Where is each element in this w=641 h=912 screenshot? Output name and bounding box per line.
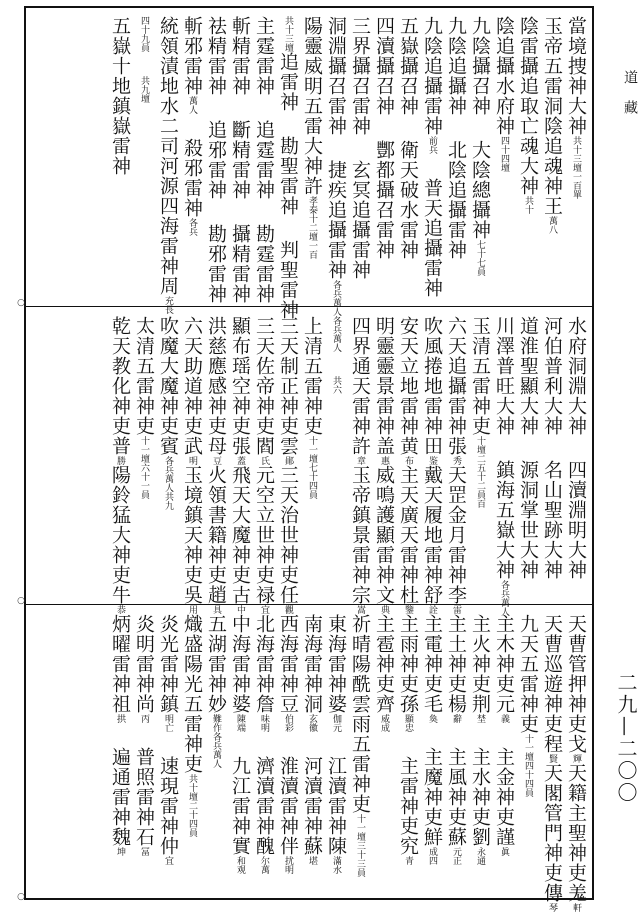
deity-text: 主金神吏謹 (493, 747, 515, 847)
deity-text: 五湖雷神妙 (205, 614, 227, 714)
deity-text: 主魔神吏鮮 (421, 747, 443, 847)
deity-text: 普天追攝雷神 (421, 178, 443, 298)
annotation-note: 用 (187, 605, 197, 614)
deity-text: 西海雷神豆 (277, 614, 299, 714)
annotation-note: 鄖 (283, 456, 293, 465)
text-column (205, 16, 227, 304)
deity-text: 玉帝五雷洞陰追魂神王 (541, 16, 563, 216)
deity-text: 玄冥追攝雷神 (349, 160, 371, 280)
annotation-note: 明 (187, 456, 197, 465)
deity-text: 勘聖雷神 (277, 136, 299, 216)
deity-text: 主雹神吏齊 (373, 614, 395, 714)
deity-text: 陰追攝水府神 (493, 16, 515, 136)
deity-text: 九江雷神實 (229, 756, 251, 856)
text-column (349, 316, 371, 614)
text-column (397, 316, 419, 614)
annotation-note: 各兵 (187, 218, 197, 236)
annotation-note: 成四 (427, 847, 437, 865)
annotation-note: 丙 (139, 714, 149, 723)
annotation-note: 蓋 (235, 456, 245, 465)
annotation-note: 五十二員 (475, 463, 485, 499)
deity-text: 北海雷神詹 (253, 614, 275, 714)
annotation-note: 鉴 (427, 456, 437, 465)
deity-text: 熾盛陽光五雷神吏 (181, 614, 203, 774)
annotation-note: 雷 (451, 605, 461, 614)
annotation-note: 明亡 (163, 714, 173, 732)
annotation-note: 共九 (163, 492, 173, 510)
annotation-note: 七十七員 (475, 240, 485, 276)
margin-title-char: 道 (622, 70, 638, 100)
deity-text: 上清五雷神吏 (301, 316, 323, 436)
text-column (325, 16, 347, 316)
register-band-bottom (32, 614, 587, 912)
text-column (445, 316, 467, 614)
annotation-note: 百 (475, 499, 485, 508)
page-frame (16, 6, 594, 912)
deity-text: 北陰追攝雷神 (445, 140, 467, 260)
deity-text: 名山聖跡大神 (541, 460, 563, 580)
text-column (205, 316, 227, 614)
text-column (421, 614, 442, 890)
annotation-note: 具 (211, 605, 221, 614)
deity-text: 六天追攝雷神張 (445, 316, 467, 456)
deity-text: 江瀆雷神陳 (325, 756, 347, 856)
annotation-note: 和观 (235, 856, 245, 874)
annotation-note: 伽元 (331, 714, 341, 732)
text-column (253, 16, 275, 304)
annotation-note: 詮 (427, 605, 437, 614)
annotation-note: 埜 (475, 714, 485, 723)
text-column (517, 316, 538, 594)
text-column (469, 614, 490, 890)
deity-text: 遍通雷神魏 (109, 747, 131, 847)
annotation-note: 共十三壇 (283, 16, 293, 52)
text-column (517, 16, 538, 296)
annotation-note: 堪 (307, 856, 317, 865)
deity-text: 道淮聖顯大神 (517, 316, 539, 436)
deity-text: 祈晴陽酰雲雨五雷神吏 (349, 614, 371, 814)
deity-text: 判聖雷神 (277, 240, 299, 320)
deity-text: 主霆雷神 (253, 16, 275, 96)
register-band-top (32, 16, 587, 320)
annotation-note: 辭 (451, 714, 461, 723)
text-column (133, 614, 154, 890)
annotation-note: 十二壇一百 (307, 214, 317, 259)
deity-text: 南海雷神洞 (301, 614, 323, 714)
page-number: 二九—二〇〇 (614, 672, 638, 804)
annotation-note: 十一壇三 (355, 814, 365, 850)
deity-text: 吹魔大魔神吏賓 (157, 316, 179, 456)
deity-text: 追霆雷神 (253, 120, 275, 200)
annotation-note: 充長 (163, 296, 173, 314)
deity-text: 威鳴護顯雷神文 (373, 465, 395, 605)
annotation-note: 冨 (139, 847, 149, 856)
deity-text: 顯布瑶空神吏張 (229, 316, 251, 456)
deity-text: 河瀆雷神蘇 (301, 756, 323, 856)
text-column (397, 614, 418, 890)
deity-text: 四瀆淵明大神 (565, 460, 587, 580)
band-divider (26, 306, 592, 307)
annotation-note: 恭 (115, 605, 125, 614)
annotation-note: 宜 (163, 856, 173, 865)
annotation-note: 琴 (547, 903, 557, 912)
deity-text: 乾天教化神吏普 (109, 316, 131, 456)
deity-text: 主木神吏元 (493, 614, 515, 714)
annotation-note: 萬人 (187, 96, 197, 114)
deity-text: 主雷神吏究 (397, 756, 419, 856)
annotation-note: 玄徽 (307, 714, 317, 732)
deity-text: 明靈靈景雷神盖 (373, 316, 395, 456)
text-column (397, 16, 418, 296)
deity-text: 主土神吏楊 (445, 614, 467, 714)
register-band-middle (32, 316, 587, 616)
text-column (253, 316, 275, 614)
text-column (493, 16, 514, 296)
annotation-note: 章 (355, 456, 365, 465)
annotation-note: 十一壇六 (139, 436, 149, 472)
deity-text: 四瀆攝召神 (373, 16, 395, 116)
deity-text: 斬邪雷神 (181, 16, 203, 96)
text-column (493, 614, 514, 890)
text-column (301, 614, 322, 890)
annotation-note: 各兵萬人 (163, 456, 173, 492)
deity-text: 陽鈴猛大神吏牛 (109, 465, 131, 605)
deity-text: 源洞掌世大神 (517, 460, 539, 580)
deity-text: 衛天破水雷神 (397, 140, 419, 260)
text-column (301, 316, 322, 594)
deity-text: 五嶽十地鎮嶽雷神 (109, 16, 131, 176)
deity-text: 六天助道神吏武 (181, 316, 203, 456)
deity-text: 河伯普利大神 (541, 316, 563, 436)
annotation-note: 鑒 (403, 605, 413, 614)
deity-text: 當境捜神大神 (565, 16, 587, 136)
margin-title-char: 藏 (622, 100, 638, 130)
annotation-note: 尔萬 (259, 856, 269, 874)
annotation-note: 各兵萬人 (499, 580, 509, 616)
deity-text: 追邪雷神 (205, 120, 227, 200)
deity-text: 玉境鎮天神吏吳 (181, 465, 203, 605)
text-column (541, 316, 562, 594)
annotation-note: 義 (499, 714, 509, 723)
text-column (133, 16, 154, 296)
deity-text: 四界通天雷神許 (349, 316, 371, 456)
text-column (469, 16, 490, 296)
annotation-note: 各兵萬人 (211, 732, 221, 768)
text-column (157, 316, 178, 594)
annotation-note: 萬八 (547, 216, 557, 234)
deity-text: 鎮海五嶽大神 (493, 460, 515, 580)
deity-text: 吹風捲地雷神田 (421, 316, 443, 456)
deity-text: 大陰總攝神 (469, 140, 491, 240)
annotation-note: 伯彩 (283, 714, 293, 732)
text-column (157, 16, 179, 314)
text-column (541, 16, 562, 296)
seam-mark: ○ (16, 298, 26, 308)
annotation-note: 氏 (259, 456, 269, 465)
annotation-note: 難作 (211, 714, 221, 732)
deity-text: 三天制正神吏雲 (277, 316, 299, 456)
annotation-note: 十壇二 (475, 436, 485, 463)
text-column (421, 16, 442, 296)
text-column (541, 614, 563, 912)
text-column (277, 16, 299, 320)
annotation-note: 布 (403, 456, 413, 465)
annotation-note: 觀 (283, 605, 293, 614)
deity-text: 天籍主聖神吏羗 (565, 763, 587, 903)
annotation-note: 拱 (115, 714, 125, 723)
deity-text: 主電神吏毛 (421, 614, 443, 714)
deity-text: 統領漬地水二司河源四海雷神周 (157, 16, 179, 296)
deity-text: 攝精雷神 (229, 224, 251, 304)
deity-text: 九陰攝召神 (469, 16, 491, 116)
annotation-note: 扰明 (283, 856, 293, 874)
text-column (109, 614, 130, 890)
text-column (469, 316, 490, 594)
annotation-note: 各兵萬人 (331, 280, 341, 316)
annotation-note: 中 (235, 605, 245, 614)
annotation-note: 陳端 (235, 714, 245, 732)
deity-text: 殺邪雷神 (181, 138, 203, 218)
annotation-note: 十一壇七 (307, 436, 317, 472)
annotation-note: 坤 (115, 847, 125, 856)
deity-text: 火領書籍神吏趙 (205, 465, 227, 605)
deity-text: 炎明雷神尚 (133, 614, 155, 714)
deity-text: 主水神吏劉 (469, 747, 491, 847)
deity-text: 天曹管押神吏戈 (565, 614, 587, 754)
annotation-note: 四十四壇 (499, 136, 509, 172)
text-column (181, 614, 202, 890)
text-column (109, 16, 130, 296)
annotation-note: 惠 (379, 456, 389, 465)
deity-text: 三天佐帝神吏閻 (253, 316, 275, 456)
deity-text: 戴天履地雷神舒 (421, 465, 443, 605)
text-column (301, 16, 322, 296)
text-column (205, 614, 226, 890)
annotation-note: 共十 (523, 196, 533, 214)
annotation-note: 軒 (571, 903, 581, 912)
deity-text: 玉帝鎮景雷神宗 (349, 465, 371, 605)
annotation-note: 威成 (379, 714, 389, 732)
annotation-note: 永通 (475, 847, 485, 865)
deity-text: 天罡金月雷神李 (445, 465, 467, 605)
text-column (373, 16, 394, 296)
text-column (133, 316, 154, 594)
deity-text: 天曹巡遊神吏程 (541, 614, 563, 754)
annotation-note: 秀 (451, 456, 461, 465)
deity-text: 速現雷神仲 (157, 756, 179, 856)
text-column (421, 316, 443, 614)
seam-mark: ○ (16, 596, 26, 606)
annotation-note: 顯忠 (403, 714, 413, 732)
annotation-note: 十三員 (355, 850, 365, 877)
deity-text: 九陰追攝雷神 (421, 16, 443, 136)
text-column (565, 614, 587, 912)
deity-text: 天閣管門神吏傳 (541, 763, 563, 903)
text-column (565, 316, 586, 594)
deity-text: 玉清五雷神吏 (469, 316, 491, 436)
deity-text: 太清五雷神吏 (133, 316, 155, 436)
text-column (349, 614, 370, 890)
text-column (109, 316, 131, 614)
deity-text: 飛天大魔神吏古 (229, 465, 251, 605)
annotation-note: 元正 (451, 847, 461, 865)
annotation-note: 共六 (331, 376, 341, 394)
deity-text: 川澤普旺大神 (493, 316, 515, 436)
annotation-note: 宜 (259, 605, 269, 614)
annotation-note: 輝 (571, 754, 581, 763)
deity-text: 水府洞淵大神 (565, 316, 587, 436)
text-column (349, 16, 370, 296)
annotation-note: 十一壇四 (523, 734, 533, 770)
text-column (253, 614, 274, 890)
deity-text: 炎光雷神鎮 (157, 614, 179, 714)
deity-text: 主風神吏蘇 (445, 747, 467, 847)
deity-text: 勘邪雷神 (205, 224, 227, 304)
deity-text: 東海雷神婆 (325, 614, 347, 714)
deity-text: 捷疾追攝雷神 (325, 160, 347, 280)
deity-text: 勘霆雷神 (253, 224, 275, 304)
annotation-note: 共十壇二十四員 (187, 774, 197, 837)
text-column (325, 316, 346, 594)
annotation-note: 奐 (427, 714, 437, 723)
text-column (373, 614, 394, 890)
deity-text: 洞淵攝召雷神 (325, 16, 347, 136)
deity-text: 五嶽攝召神 (397, 16, 419, 116)
deity-text: 祛精雷神 (205, 16, 227, 96)
text-column (445, 614, 466, 890)
annotation-note: 共九壇 (139, 76, 149, 103)
annotation-note: 四十九員 (139, 16, 149, 52)
text-column (493, 316, 515, 616)
annotation-note: 各兵萬人 (331, 316, 341, 352)
text-column (277, 614, 298, 890)
text-column (517, 614, 538, 890)
text-column (373, 316, 395, 614)
deity-text: 酆都攝召雷神 (373, 140, 395, 260)
annotation-note: 滿水 (331, 856, 341, 874)
deity-text: 普照雷神石 (133, 747, 155, 847)
deity-text: 主雨神吏孫 (397, 614, 419, 714)
annotation-note: 前兵 (427, 136, 437, 154)
annotation-note: 典 (379, 605, 389, 614)
deity-text: 陰雷攝追取亡魂大神 (517, 16, 539, 196)
text-column (565, 16, 586, 296)
text-column (325, 614, 346, 890)
text-column (157, 614, 178, 890)
annotation-note: 孝泰 (307, 196, 317, 214)
deity-text: 中海雷神婆 (229, 614, 251, 714)
seam-mark: ○ (16, 892, 26, 902)
text-column (181, 316, 203, 614)
deity-text: 三界攝召雷神 (349, 16, 371, 136)
deity-text: 追雷神 (277, 52, 299, 112)
text-column (277, 316, 299, 614)
deity-text: 淮瀆雷神伴 (277, 756, 299, 856)
deity-text: 炳曜雷神祖 (109, 614, 131, 714)
annotation-note: 十四員 (307, 472, 317, 499)
text-column (229, 316, 251, 614)
deity-text: 元空立世神吏禄 (253, 465, 275, 605)
margin-title (620, 70, 640, 130)
text-column (229, 614, 250, 890)
deity-text: 濟瀆雷神醜 (253, 756, 275, 856)
deity-text: 洪慈應感神吏母 (205, 316, 227, 456)
annotation-note: 十一員 (139, 472, 149, 499)
annotation-note: 勝 (115, 456, 125, 465)
deity-text: 主火神吏荆 (469, 614, 491, 714)
text-column (181, 16, 202, 296)
deity-text: 斷精雷神 (229, 120, 251, 200)
text-column (229, 16, 251, 304)
annotation-note: 豆 (211, 456, 221, 465)
text-column (445, 16, 466, 296)
deity-text: 九陰追攝神 (445, 16, 467, 116)
annotation-note: 共十三壇一百單 (571, 136, 581, 199)
deity-text: 三天治世神吏任 (277, 465, 299, 605)
annotation-note: 十四員 (523, 770, 533, 797)
annotation-note: 賢 (547, 754, 557, 763)
annotation-note: 味明 (259, 714, 269, 732)
annotation-note: 嵩 (355, 605, 365, 614)
band-divider (26, 604, 592, 605)
deity-text: 安天立地雷神黄 (397, 316, 419, 456)
deity-text: 陽靈威明五雷大神許 (301, 16, 323, 196)
deity-text: 主天廣天雷神杜 (397, 465, 419, 605)
deity-text: 斬精雷神 (229, 16, 251, 96)
deity-text: 九天五雷神吏 (517, 614, 539, 734)
annotation-note: 眞 (499, 847, 509, 856)
annotation-note: 青 (403, 856, 413, 865)
